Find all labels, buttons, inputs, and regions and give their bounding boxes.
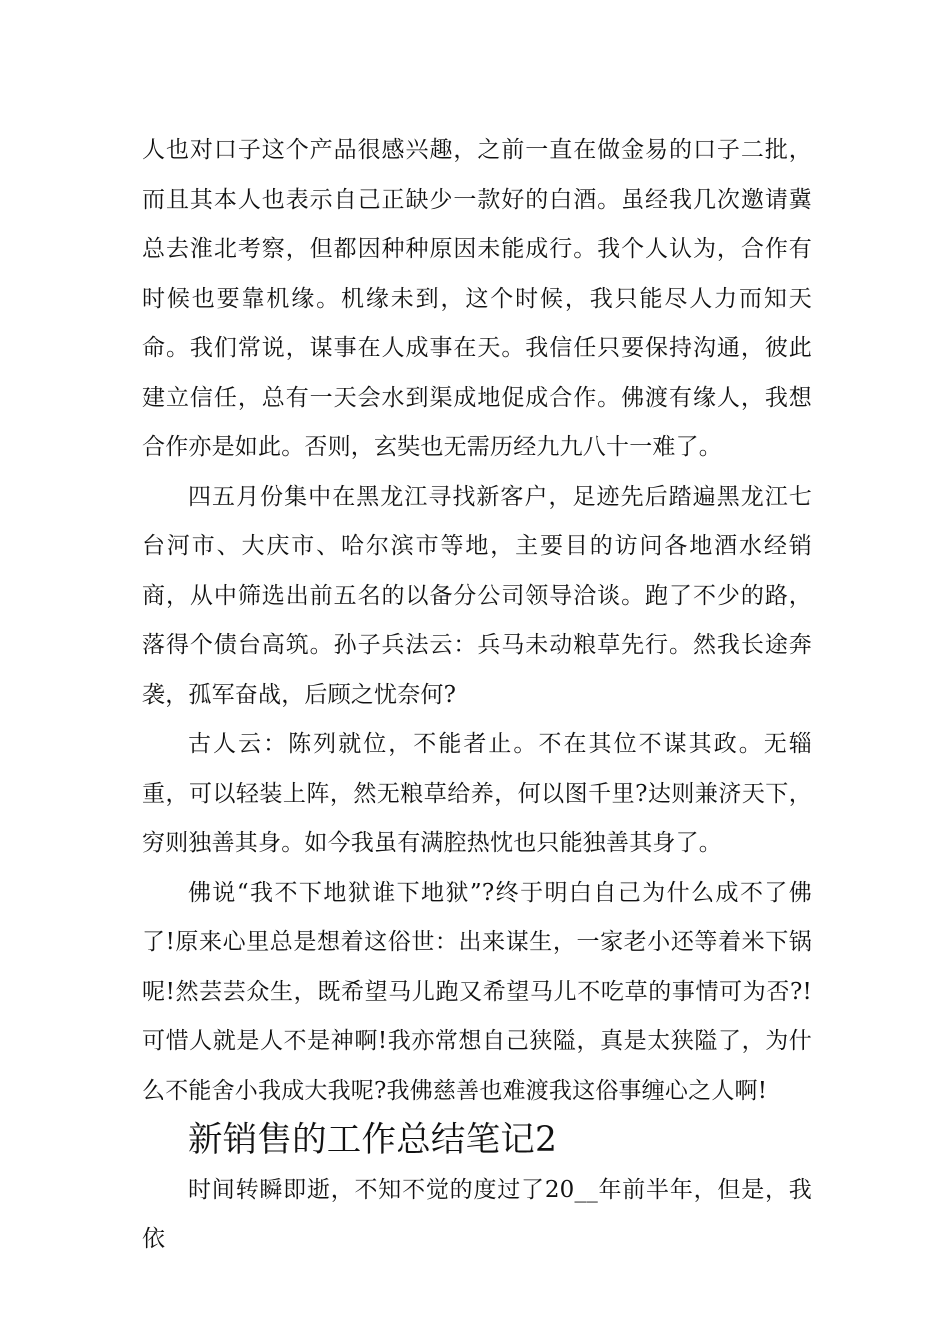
paragraph-buddha: 佛说“我不下地狱谁下地狱”?终于明白自己为什么成不了佛了!原来心里总是想着这俗世：出来谋生，一家老小还等着米下锅呢!然芸芸众生，既希望马儿跑又希望马儿不吃草的事情可为否?!可惜人就是人不是神啊!我亦常想自己狭隘，真是太狭隘了，为什么不能舍小我成大我呢?我佛慈善也难渡我这俗事缠心之人啊! bbox=[142, 879, 812, 1104]
paragraph-time-passes: 时间转瞬即逝，不知不觉的度过了20__年前半年，但是，我依 bbox=[142, 1176, 812, 1252]
document-body bbox=[142, 126, 812, 1265]
section-heading: 新销售的工作总结笔记2 bbox=[188, 1120, 558, 1160]
paragraph-ancient-saying: 古人云：陈列就位，不能者止。不在其位不谋其政。无辎重，可以轻装上阵，然无粮草给养，何以图千里?达则兼济天下，穷则独善其身。如今我虽有满腔热忱也只能独善其身了。 bbox=[142, 731, 812, 856]
paragraph-heilongjiang: 四五月份集中在黑龙江寻找新客户，足迹先后踏遍黑龙江七台河市、大庆市、哈尔滨市等地，主要目的访问各地酒水经销商，从中筛选出前五名的以备分公司领导洽谈。跑了不少的路，落得个债台高筑。孙子兵法云：兵马未动粮草先行。然我长途奔袭，孤军奋战，后顾之忧奈何? bbox=[142, 483, 812, 708]
paragraph-continuation: 人也对口子这个产品很感兴趣，之前一直在做金易的口子二批，而且其本人也表示自己正缺少一款好的白酒。虽经我几次邀请冀总去淮北考察，但都因种种原因未能成行。我个人认为，合作有时候也要靠机缘。机缘未到，这个时候，我只能尽人力而知天命。我们常说，谋事在人成事在天。我信任只要保持沟通，彼此建立信任，总有一天会水到渠成地促成合作。佛渡有缘人，我想合作亦是如此。否则，玄奘也无需历经九九八十一难了。 bbox=[142, 137, 812, 460]
